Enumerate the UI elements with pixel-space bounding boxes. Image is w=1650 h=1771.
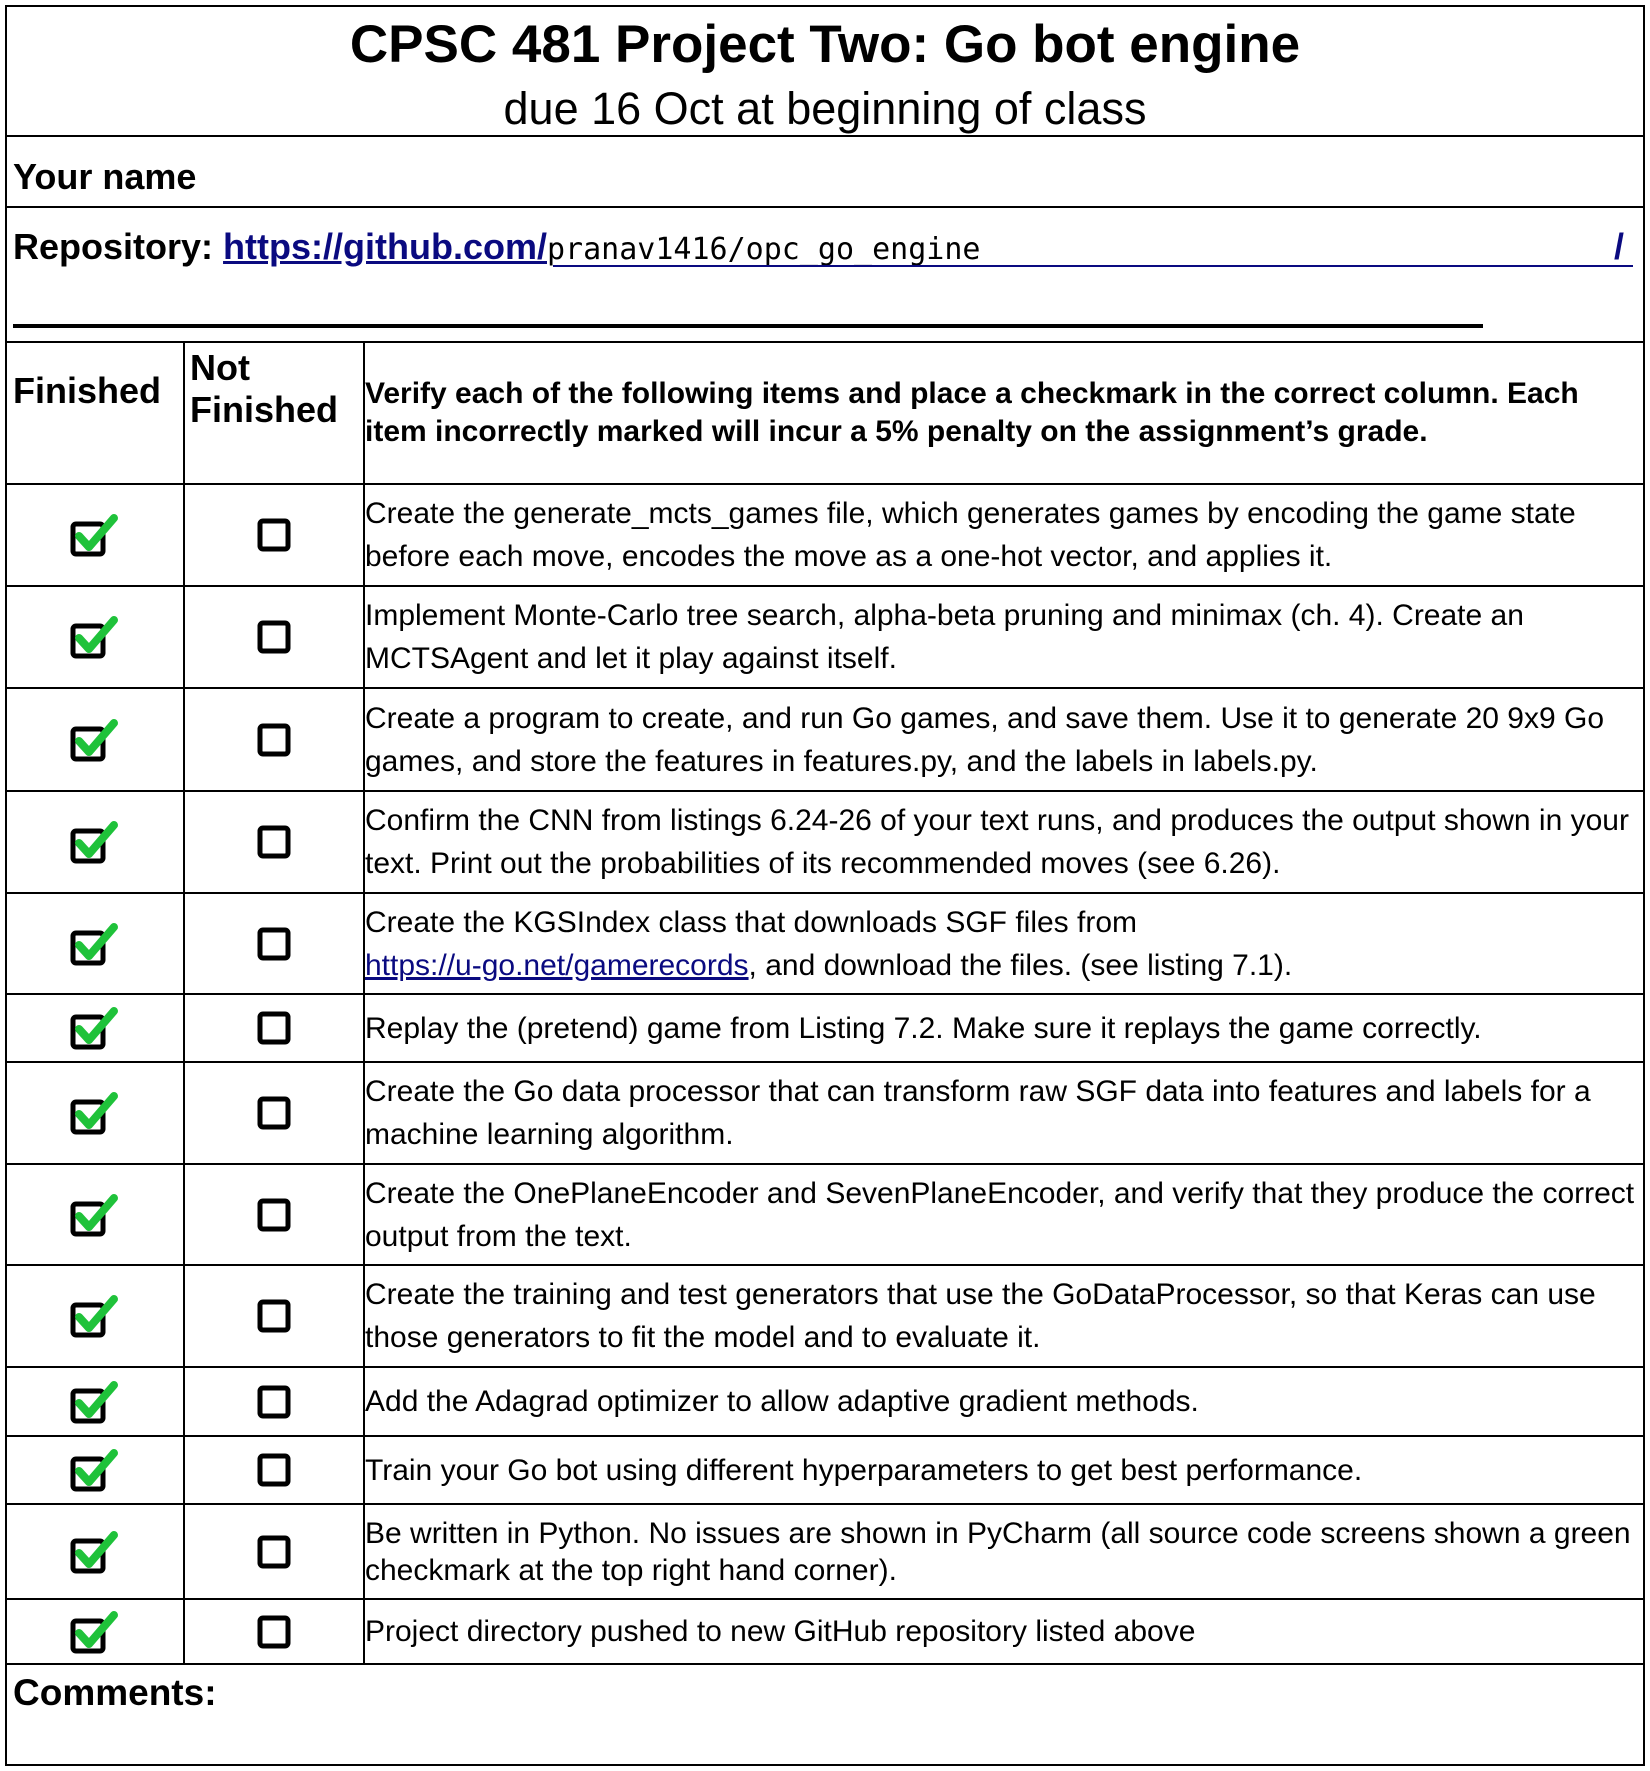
blank-fill-line <box>13 324 1483 328</box>
checked-box-icon[interactable] <box>70 1192 120 1238</box>
not-finished-cell[interactable] <box>185 485 363 585</box>
divider <box>7 341 1643 343</box>
divider <box>7 206 1643 208</box>
item-text: Create the OnePlaneEncoder and SevenPlaneEncoder, and verify that they produce the correct output from the text. <box>365 1176 1635 1253</box>
finished-cell[interactable] <box>7 894 183 993</box>
header-finished: Finished <box>13 370 162 411</box>
empty-box-icon[interactable] <box>257 1535 291 1569</box>
page-title: CPSC 481 Project Two: Go bot engine <box>349 15 1301 74</box>
item-text-cell <box>365 1505 1639 1598</box>
checked-box-icon[interactable] <box>70 819 120 865</box>
not-finished-cell[interactable] <box>185 1165 363 1264</box>
empty-box-icon[interactable] <box>257 825 291 859</box>
not-finished-cell[interactable] <box>185 689 363 790</box>
empty-box-icon[interactable] <box>257 1385 291 1419</box>
item-text-cell <box>365 689 1639 790</box>
not-finished-cell[interactable] <box>185 792 363 892</box>
not-finished-cell[interactable] <box>185 1063 363 1163</box>
item-text: Be written in Python. No issues are shown in PyCharm (all source code screens shown a green checkmark at the top right hand corner). <box>365 1516 1631 1587</box>
checked-box-icon[interactable] <box>70 1609 120 1655</box>
assignment-checklist <box>5 5 1645 1766</box>
finished-cell[interactable] <box>7 1505 183 1598</box>
due-date: due 16 Oct at beginning of class <box>503 83 1147 134</box>
not-finished-cell[interactable] <box>185 587 363 687</box>
checked-box-icon[interactable] <box>70 1005 120 1051</box>
item-text <box>365 901 1292 987</box>
empty-box-icon[interactable] <box>257 518 291 552</box>
table-row <box>7 1165 1643 1264</box>
checked-box-icon[interactable] <box>70 717 120 763</box>
not-finished-cell[interactable] <box>185 1266 363 1366</box>
item-text-cell <box>365 995 1639 1061</box>
repository-trailing-slash: / <box>1614 226 1625 267</box>
item-text: Add the Adagrad optimizer to allow adaptive gradient methods. <box>365 1385 1199 1418</box>
table-row <box>7 995 1643 1061</box>
item-text-cell <box>365 1368 1639 1435</box>
not-finished-cell[interactable] <box>185 1600 363 1663</box>
checked-box-icon[interactable] <box>70 614 120 660</box>
finished-cell[interactable] <box>7 1600 183 1663</box>
item-text: Project directory pushed to new GitHub repository listed above <box>365 1615 1196 1648</box>
finished-cell[interactable] <box>7 1437 183 1503</box>
finished-cell[interactable] <box>7 689 183 790</box>
repository-underline <box>553 265 1633 267</box>
table-row <box>7 1266 1643 1366</box>
item-text-cell <box>365 894 1639 993</box>
table-row <box>7 1505 1643 1598</box>
empty-box-icon[interactable] <box>257 620 291 654</box>
checked-box-icon[interactable] <box>70 1090 120 1136</box>
repository-label: Repository: <box>13 226 214 267</box>
item-text: Confirm the CNN from listings 6.24-26 of your text runs, and produces the output shown in your text. Print out the probabilities of its recommended moves (see 6.26). <box>365 804 1629 880</box>
not-finished-cell[interactable] <box>185 1505 363 1598</box>
table-row <box>7 1437 1643 1503</box>
empty-box-icon[interactable] <box>257 1096 291 1130</box>
empty-box-icon[interactable] <box>257 1011 291 1045</box>
item-text-cell <box>365 587 1639 687</box>
item-text: Create the training and test generators that use the GoDataProcessor, so that Keras can use those generators to fit the model and to evaluate it. <box>365 1278 1596 1354</box>
checked-box-icon[interactable] <box>70 1447 120 1493</box>
comments-label: Comments: <box>13 1672 217 1713</box>
finished-cell[interactable] <box>7 1063 183 1163</box>
item-text-cell <box>365 1063 1639 1163</box>
checked-box-icon[interactable] <box>70 921 120 967</box>
header-instructions: Verify each of the following items and place a checkmark in the correct column. Each item incorrectly marked will incur a 5% penalty on the assignment’s grade. <box>365 377 1579 448</box>
finished-cell[interactable] <box>7 1165 183 1264</box>
finished-cell[interactable] <box>7 587 183 687</box>
divider <box>7 135 1643 137</box>
empty-box-icon[interactable] <box>257 1453 291 1487</box>
finished-cell[interactable] <box>7 995 183 1061</box>
not-finished-cell[interactable] <box>185 894 363 993</box>
item-text-cell <box>365 1165 1639 1264</box>
finished-cell[interactable] <box>7 1266 183 1366</box>
gamerecords-link[interactable]: https://u-go.net/gamerecords <box>365 948 749 982</box>
finished-cell[interactable] <box>7 485 183 585</box>
item-text-cell <box>365 1600 1639 1663</box>
empty-box-icon[interactable] <box>257 1299 291 1333</box>
item-text: Create the generate_mcts_games file, which generates games by encoding the game state before each move, encodes the move as a one-hot vector, and applies it. <box>365 497 1576 573</box>
empty-box-icon[interactable] <box>257 723 291 757</box>
table-row <box>7 587 1643 687</box>
table-row <box>7 792 1643 892</box>
not-finished-cell[interactable] <box>185 1368 363 1435</box>
empty-box-icon[interactable] <box>257 1198 291 1232</box>
table-row <box>7 1368 1643 1435</box>
checked-box-icon[interactable] <box>70 1293 120 1339</box>
divider <box>7 1663 1643 1665</box>
item-text-cell <box>365 1437 1639 1503</box>
repository-path: pranav1416/opc_go_engine <box>547 232 981 267</box>
table-row <box>7 1063 1643 1163</box>
table-row <box>7 689 1643 790</box>
item-text-line1: Create the KGSIndex class that downloads SGF files from <box>365 905 1138 939</box>
not-finished-cell[interactable] <box>185 995 363 1061</box>
item-text: Implement Monte-Carlo tree search, alpha-beta pruning and minimax (ch. 4). Create an MCTSAgent and let it play against itself. <box>365 599 1524 675</box>
header-not-finished-line2: Finished <box>190 389 339 430</box>
checked-box-icon[interactable] <box>70 512 120 558</box>
table-row <box>7 894 1643 993</box>
item-text: Train your Go bot using different hyperparameters to get best performance. <box>365 1453 1363 1487</box>
item-text-cell <box>365 485 1639 585</box>
item-text-cell <box>365 792 1639 892</box>
item-text: Create a program to create, and run Go games, and save them. Use it to generate 20 9x9 Go games, and store the features in features.py, and the labels in labels.py. <box>365 701 1605 778</box>
finished-cell[interactable] <box>7 1368 183 1435</box>
item-text: Create the Go data processor that can transform raw SGF data into features and labels for a machine learning algorithm. <box>365 1075 1591 1151</box>
checked-box-icon[interactable] <box>70 1379 120 1425</box>
header-not-finished-line1: Not <box>190 347 250 388</box>
empty-box-icon[interactable] <box>257 1615 291 1649</box>
empty-box-icon[interactable] <box>257 927 291 961</box>
not-finished-cell[interactable] <box>185 1437 363 1503</box>
item-text: Replay the (pretend) game from Listing 7.2. Make sure it replays the game correctly. <box>365 1011 1482 1045</box>
table-row <box>7 485 1643 585</box>
finished-cell[interactable] <box>7 792 183 892</box>
item-text-cell <box>365 1266 1639 1366</box>
table-row <box>7 1600 1643 1663</box>
repository-base-link[interactable]: https://github.com/ <box>223 226 547 267</box>
checked-box-icon[interactable] <box>70 1529 120 1575</box>
your-name-label: Your name <box>13 156 197 197</box>
item-text-line2: , and download the files. (see listing 7.1). <box>748 948 1293 982</box>
